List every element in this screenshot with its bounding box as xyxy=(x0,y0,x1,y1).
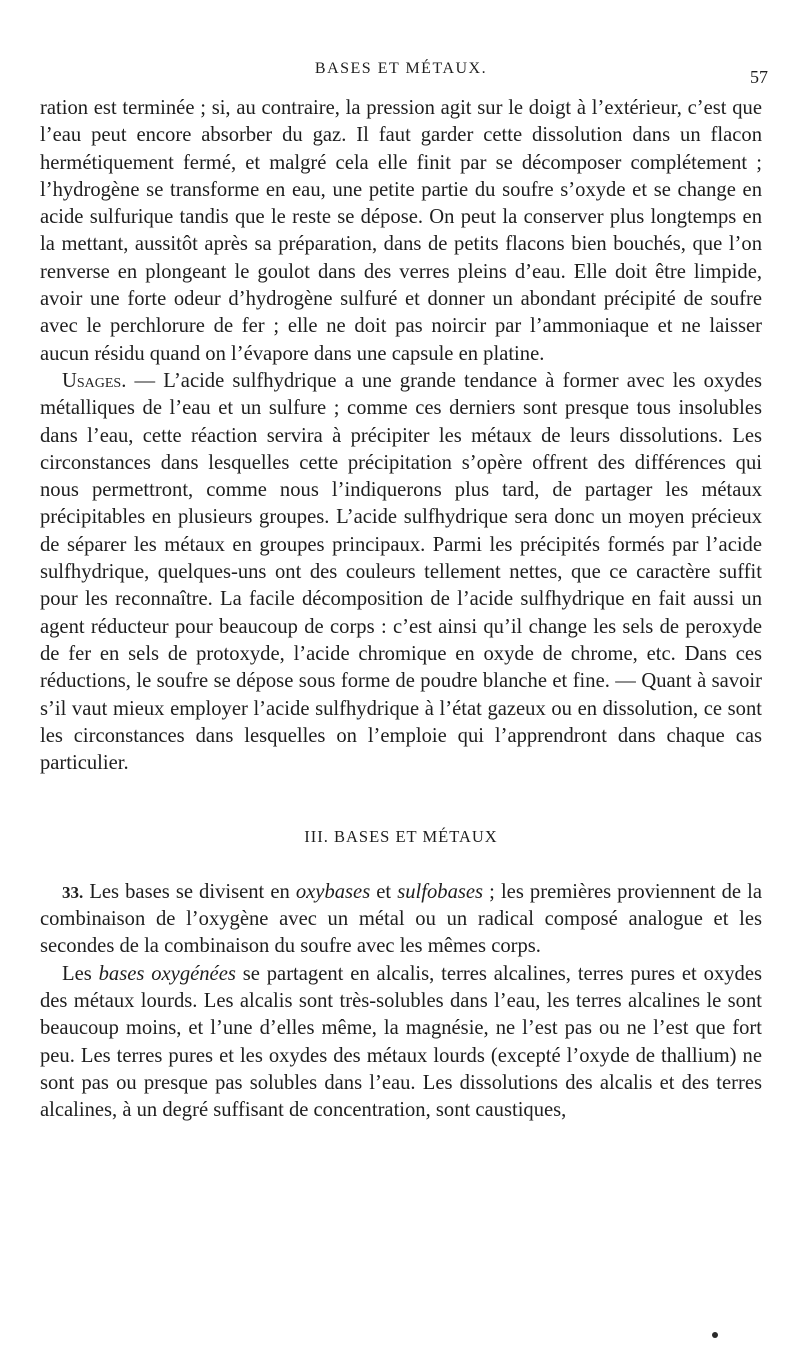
paragraph-usages xyxy=(40,368,762,777)
paragraph-continuation: ration est terminée ; si, au contraire, la pression agit sur le doigt à l’extérieur, c’est que l’eau peut encore absorber du gaz. Il faut garder cette dissolution dans un flacon hermétiquement fermé, et malgré cela elle finit par se décomposer complétement ; l’hydrogène se transforme en eau, une petite partie du soufre s’oxyde et se change en acide sulfurique tandis que le reste se dépose. On peut la conserver plus longtemps en la mettant, aussitôt après sa préparation, dans de petits flacons bien bouchés, que l’on renverse en plongeant le goulot dans des verres pleins d’eau. Elle doit être limpide, avoir une forte odeur d’hydrogène sulfuré et donner un abondant précipité de soufre avec le perchlorure de fer ; elle ne doit pas noircir par l’ammoniaque et ne laisser aucun résidu quand on l’évapore dans une capsule en platine. xyxy=(40,97,762,365)
page-body xyxy=(40,95,762,1124)
page-number: 57 xyxy=(750,67,768,87)
p3-text-b: et xyxy=(370,880,398,903)
p3-text-c: ; les premières proviennent de la combinaison de l’oxygène avec un métal ou un radical composé analogue et les secondes de la combinaison du soufre avec les mêmes corps. xyxy=(40,880,762,958)
term-bases-oxygenees: bases oxygénées xyxy=(98,962,236,985)
p3-text-a: Les bases se divisent en xyxy=(83,880,296,903)
ink-dot xyxy=(712,1332,718,1338)
paragraph-number: 33. xyxy=(62,882,84,902)
paragraph-bases-oxygenees xyxy=(40,961,762,1125)
p4-text-b: se partagent en alcalis, terres alcalines, terres pures et oxydes des métaux lourds. Les alcalis sont très-solubles dans l’eau, les terres alcalines le sont beaucoup moins, et l’une d’elles même, la magnésie, ne l’est pas ou ne l’est que fort peu. Les terres pures et les oxydes des métaux lourds (excepté l’oxyde de thallium) ne sont pas ou presque pas solubles dans l’eau. Les dissolutions des alcalis et des terres alcalines, à un degré suffisant de concentration, sont caustiques, xyxy=(40,962,762,1122)
running-head: BASES ET MÉTAUX. xyxy=(314,60,488,77)
usages-lead: Usages. xyxy=(62,369,127,392)
term-sulfobases: sulfobases xyxy=(397,880,484,903)
section-title: III. BASES ET MÉTAUX xyxy=(304,827,498,847)
usages-text: — L’acide sulfhydrique a une grande tendance à former avec les oxydes métalliques de l’eau et un sulfure ; comme ces derniers sont presque tous insolubles dans l’eau, cette réaction servira à précipiter les métaux de leurs dissolutions. Les circonstances dans lesquelles cette précipitation s’opère offrent des différences qui nous permettront, comme nous l’indiquerons plus tard, de partager les métaux précipitables en plusieurs groupes. L’acide sulfhydrique sera donc un moyen précieux de séparer les métaux en groupes principaux. Parmi les précipités formés par l’acide sulfhydrique, quelques-uns ont des couleurs tellement nettes, que ce caractère suffit pour les reconnaître. La facile décomposition de l’acide sulfhydrique en fait aussi un agent réducteur pour beaucoup de corps : c’est ainsi qu’il change les sels de peroxyde de fer en sels de protoxyde, l’acide chromique en oxyde de chrome, etc. Dans ces réductions, le soufre se dépose sous forme de poudre blanche et fine. — Quant à savoir s’il vaut mieux employer l’acide sulfhydrique à l’état gazeux ou en dissolution, ce sont les circonstances dans lesquelles on l’emploie qui l’apprendront dans chaque cas particulier. xyxy=(40,369,762,775)
paragraph-33 xyxy=(40,879,762,961)
term-oxybases: oxybases xyxy=(295,880,371,903)
p4-text-a: Les xyxy=(62,962,99,985)
